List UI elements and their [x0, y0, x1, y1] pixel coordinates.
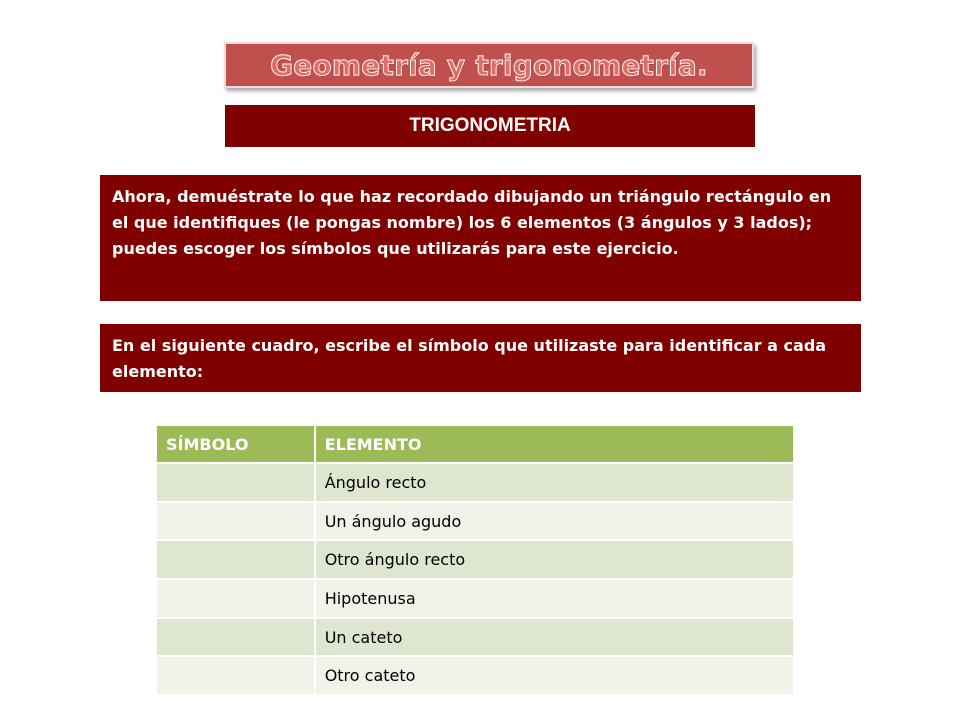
table-row — [156, 656, 794, 695]
instruction-text-drawing: Ahora, demuéstrate lo que haz recordado dibujando un triángulo rectángulo en el que identifiques (le pongas nombre) los 6 elementos (3 ángulos y 3 lados); puedes escoger los símbolos que utilizarás para este ejercicio. — [112, 187, 832, 258]
table-row — [156, 579, 794, 618]
symbol-cell[interactable] — [156, 463, 315, 502]
table-row — [156, 618, 794, 657]
element-cell: Otro cateto — [315, 656, 794, 695]
table-row — [156, 540, 794, 579]
section-subtitle: TRIGONOMETRIA — [409, 115, 571, 136]
title-banner — [224, 42, 754, 88]
element-cell: Hipotenusa — [315, 579, 794, 618]
table-row — [156, 463, 794, 502]
symbols-table — [155, 424, 795, 696]
instruction-text-table: En el siguiente cuadro, escribe el símbolo que utilizaste para identificar a cada elemento: — [112, 336, 827, 381]
element-cell: Un ángulo agudo — [315, 502, 794, 541]
table-header-row — [156, 425, 794, 463]
element-cell: Otro ángulo recto — [315, 540, 794, 579]
symbol-cell[interactable] — [156, 540, 315, 579]
header-element: ELEMENTO — [315, 425, 794, 463]
element-cell: Ángulo recto — [315, 463, 794, 502]
subtitle-banner — [225, 105, 755, 147]
table-row — [156, 502, 794, 541]
symbol-cell[interactable] — [156, 656, 315, 695]
element-cell: Un cateto — [315, 618, 794, 657]
symbol-cell[interactable] — [156, 579, 315, 618]
page-title: Geometría y trigonometría. — [270, 48, 708, 82]
instruction-box-drawing — [100, 175, 861, 301]
instruction-box-table — [100, 324, 861, 392]
symbol-cell[interactable] — [156, 502, 315, 541]
symbol-cell[interactable] — [156, 618, 315, 657]
header-symbol: SÍMBOLO — [156, 425, 315, 463]
